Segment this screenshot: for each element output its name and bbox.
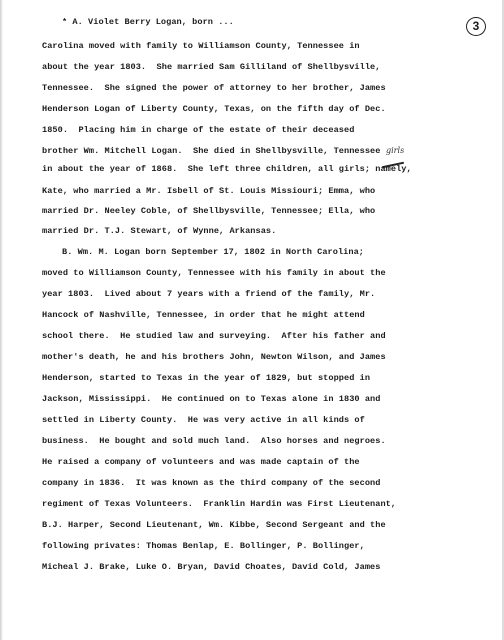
text-line-17: mother's death, he and his brothers John, Newton Wilson, and James [42,352,386,362]
text-line-9: Kate, who married a Mr. Isbell of St. Louis Missiouri; Emma, who [42,186,376,196]
text-line-3: about the year 1803. She married Sam Gilliland of Shellbysville, [42,62,381,72]
text-line-12: B. Wm. M. Logan born September 17, 1802 in North Carolina; [62,247,365,257]
text-line-25: B.J. Harper, Second Lieutenant, Wm. Kibbe, Second Sergeant and the [42,520,386,530]
text-line-19: Jackson, Mississippi. He continued on to Texas alone in 1830 and [42,394,381,404]
text-line-11: married Dr. T.J. Stewart, of Wynne, Arkansas. [42,226,277,236]
text-line-18: Henderson, started to Texas in the year of 1829, but stopped in [42,373,371,383]
text-line-13: moved to Williamson County, Tennessee with his family in about the [42,268,386,278]
text-line-16: school there. He studied law and surveying. After his father and [42,331,386,341]
text-line-27: Micheal J. Brake, Luke O. Bryan, David Choates, David Cold, James [42,562,381,572]
text-line-8: in about the year of 1868. She left three children, all girls; namely, [42,164,412,174]
page-edge-shadow [0,0,3,640]
text-line-26: following privates: Thomas Benlap, E. Bollinger, P. Bollinger, [42,541,365,551]
text-line-10: married Dr. Neeley Coble, of Shellbysville, Tennessee; Ella, who [42,206,376,216]
text-line-5: Henderson Logan of Liberty County, Texas, on the fifth day of Dec. [42,104,386,114]
text-line-2: Carolina moved with family to Williamson County, Tennessee in [42,41,360,51]
text-line-22: He raised a company of volunteers and was made captain of the [42,457,360,467]
text-line-15: Hancock of Nashville, Tennessee, in order that he might attend [42,310,365,320]
text-line-14: year 1803. Lived about 7 years with a friend of the family, Mr. [42,289,376,299]
text-line-21: business. He bought and sold much land. Also horses and negroes. [42,436,386,446]
text-line-6: 1850. Placing him in charge of the estate of their deceased [42,125,355,135]
handwritten-annotation: girls [386,146,405,155]
text-line-20: settled in Liberty County. He was very active in all kinds of [42,415,365,425]
text-line-7: brother Wm. Mitchell Logan. She died in Shellbysville, Tennessee [42,146,381,156]
text-line-23: company in 1836. It was known as the third company of the second [42,478,381,488]
page-number: 3 [466,17,486,36]
text-line-4: Tennessee. She signed the power of attorney to her brother, James [42,83,386,93]
text-line-1: * A. Violet Berry Logan, born ... [62,17,234,27]
text-line-24: regiment of Texas Volunteers. Franklin Hardin was First Lieutenant, [42,499,397,509]
